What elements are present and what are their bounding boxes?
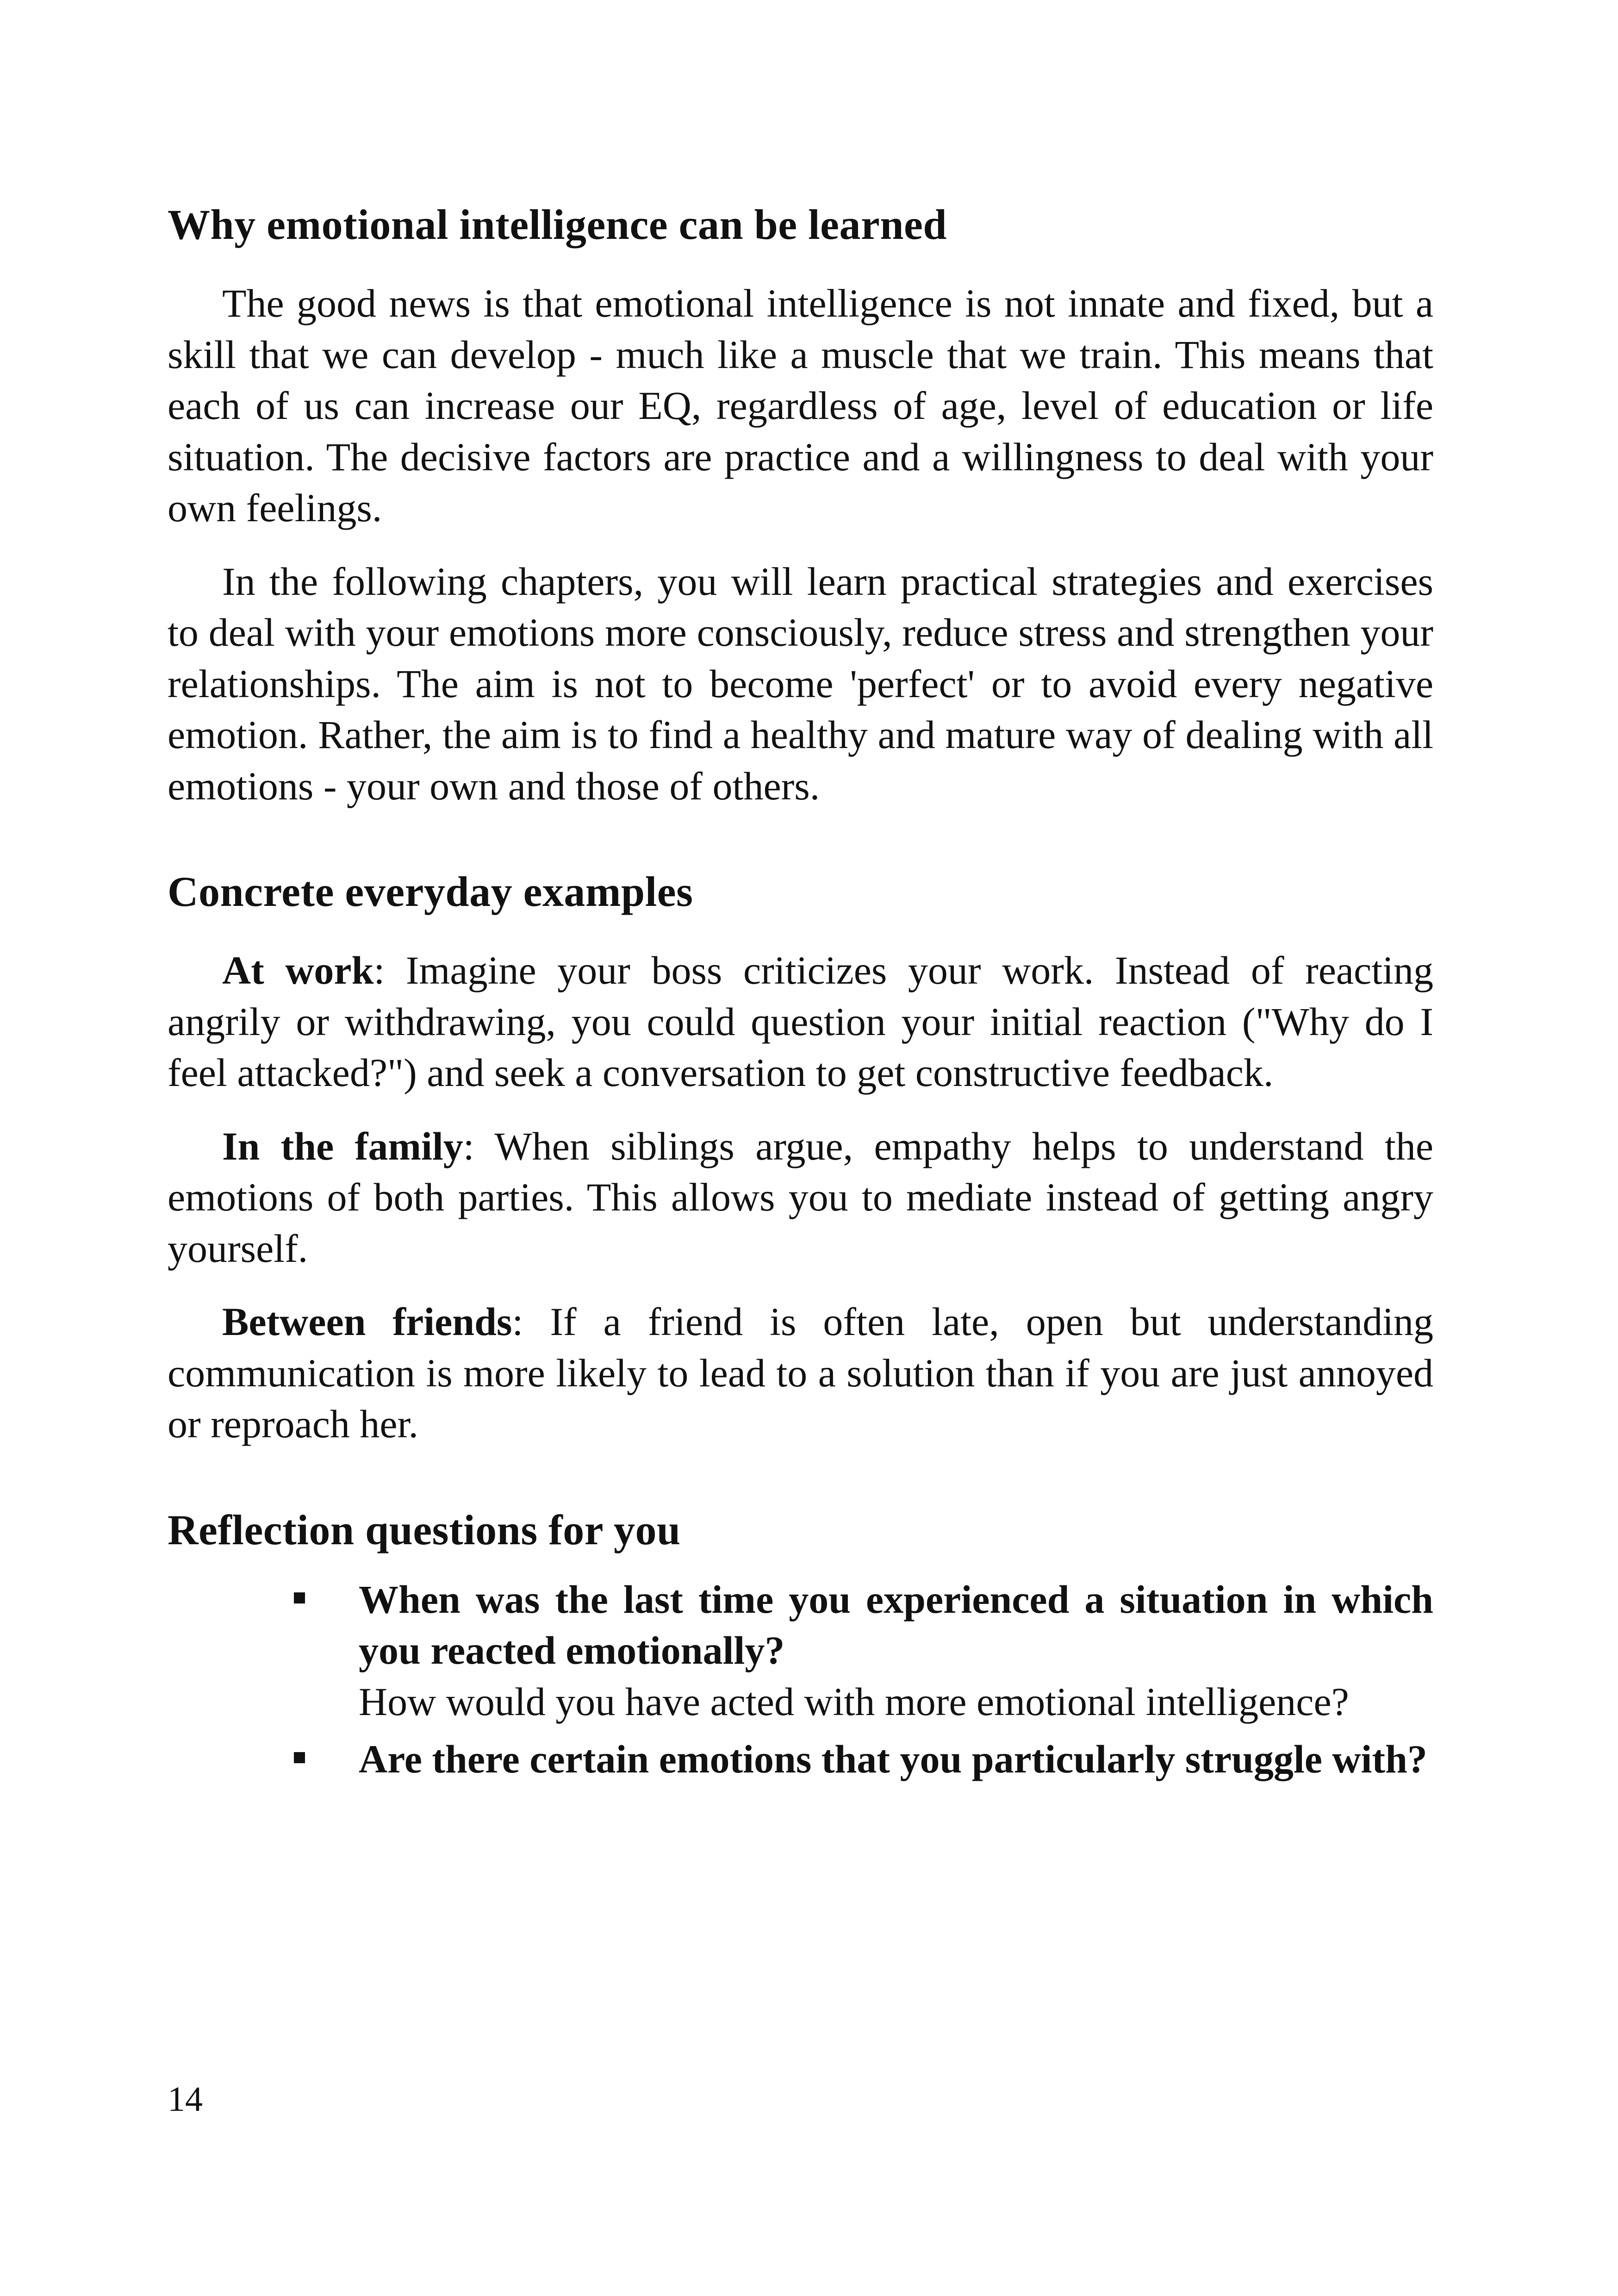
square-bullet-icon (294, 1592, 305, 1603)
example-at-work (168, 945, 1433, 1098)
reflection-question-list (168, 1574, 1433, 1785)
reflection-follow-up: How would you have acted with more emotional intelligence? (359, 1679, 1349, 1724)
example-between-friends (168, 1296, 1433, 1450)
section-heading-reflection: Reflection questions for you (168, 1506, 681, 1554)
reflection-question: When was the last time you experienced a situation in which you reacted emotionally? (359, 1577, 1433, 1672)
page-content (168, 199, 1433, 1791)
example-in-family (168, 1121, 1433, 1274)
paragraph: In the following chapters, you will learn practical strategies and exercises to deal with your emotions more consciously, reduce stress and strengthen your relationships. The aim is not to become 'perfect' or to avoid every negative emotion. Rather, the aim is to find a healthy and mature way of dealing with all emotions - your own and those of others. (168, 559, 1433, 808)
example-text: : When siblings argue, empathy helps to understand the emotions of both parties. This allows you to mediate instead of getting angry yourself. (168, 1123, 1434, 1271)
square-bullet-icon (294, 1752, 305, 1763)
example-label: Between friends (222, 1299, 512, 1344)
example-text: : Imagine your boss criticizes your work. Instead of reacting angrily or withdrawing, you could question your initial reaction ("Why do I feel attacked?") and seek a conversation to get constructive feedback. (168, 948, 1434, 1095)
example-label: At work (222, 948, 374, 992)
reflection-question-item (359, 1734, 1433, 1785)
example-text: : If a friend is often late, open but understanding communication is more likely to lead to a solution than if you are just annoyed or reproach her. (168, 1299, 1433, 1446)
example-label: In the family (222, 1123, 463, 1168)
section-heading-learned: Why emotional intelligence can be learned (168, 201, 947, 248)
paragraph: The good news is that emotional intelligence is not innate and fixed, but a skill that we can develop - much like a muscle that we train. This means that each of us can increase our EQ, regardless of age, level of education or life situation. The decisive factors are practice and a willingness to deal with your own feelings. (168, 281, 1433, 530)
section-heading-examples: Concrete everyday examples (168, 868, 693, 915)
page-number: 14 (168, 2080, 203, 2119)
reflection-question-item (359, 1574, 1433, 1728)
reflection-question: Are there certain emotions that you particularly struggle with? (359, 1737, 1427, 1781)
